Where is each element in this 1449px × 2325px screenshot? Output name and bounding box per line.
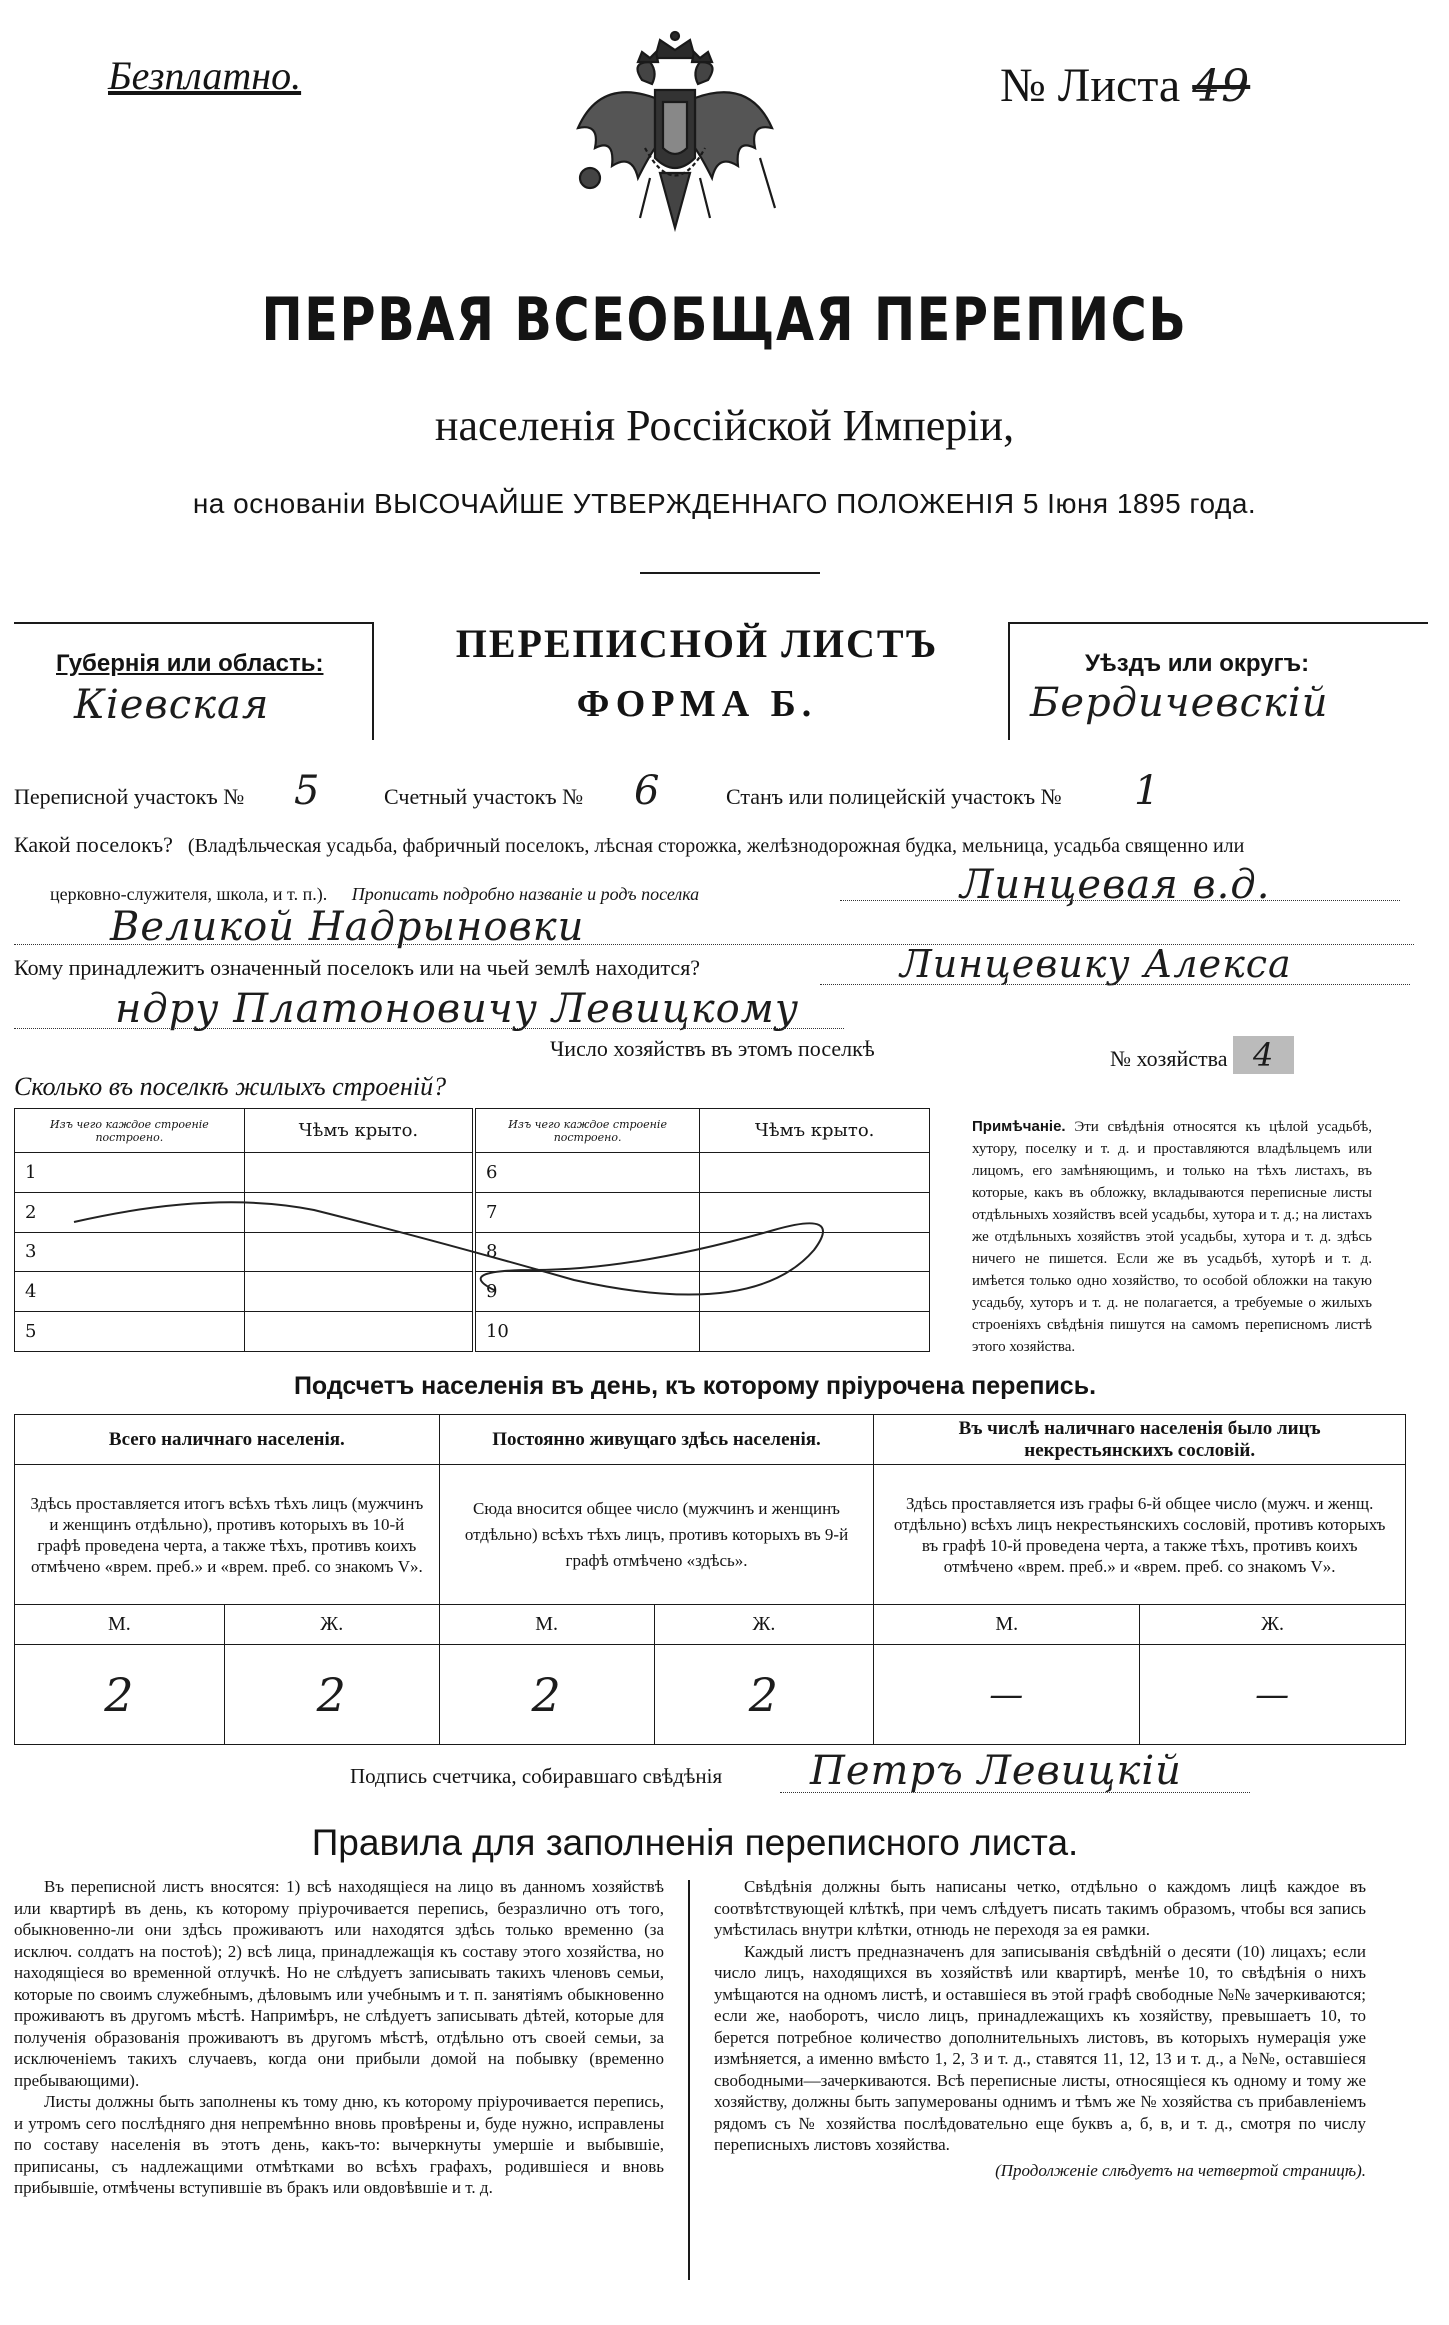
owner-label: Кому принадлежитъ означенный поселокъ или на чьей землѣ находится? (14, 955, 701, 980)
row-num: 10 (474, 1312, 700, 1352)
census-district-value: 5 (294, 768, 321, 814)
stan-value: 1 (1134, 768, 1161, 814)
sheet-number-label: № Листа (1000, 59, 1181, 112)
census-district-label: Переписной участокъ № (14, 784, 245, 809)
row-num: 9 (474, 1272, 700, 1312)
pop-col2-m-label: М. (439, 1605, 654, 1645)
sheet-number-value: 49 (1192, 61, 1251, 112)
rules-left-column (14, 1876, 664, 2199)
pop-col3-f-label: Ж. (1140, 1605, 1406, 1645)
col-material-left: Изъ чего каждое строеніе построено. (15, 1109, 245, 1153)
owner-line-2 (14, 1028, 844, 1029)
pop-col2-f-value: 2 (654, 1645, 874, 1745)
owner-value: Линцевику Алекса (900, 942, 1292, 986)
household-no (1110, 1036, 1294, 1074)
pop-col1-f-value: 2 (224, 1645, 439, 1745)
row-num: 7 (474, 1192, 700, 1232)
header-divider (640, 572, 820, 574)
col-roof-right: Чѣмъ крыто. (700, 1109, 930, 1153)
pop-col1-title: Всего наличнаго населенія. (15, 1415, 440, 1465)
pop-col3-title: Въ числѣ наличнаго населенія было лицъ некрестьянскихъ сословій. (874, 1415, 1406, 1465)
rules-title: Правила для заполненія переписного листа. (311, 1822, 1079, 1863)
settlement-line (840, 900, 1400, 901)
form-name: ФОРМА Б. (576, 683, 818, 725)
signature-value: Петръ Левицкій (810, 1748, 1182, 1794)
pop-col3-desc: Здѣсь проставляется изъ графы 6-й общее число (мужч. и женщ. отдѣльно) всѣхъ лицъ некрестьянскихъ сословій, противъ которыхъ въ графѣ 10-й проведена черта, а также тѣхъ, противъ коихъ отмѣчено «врем. преб.» и «врем. преб. со знакомъ V». (874, 1465, 1406, 1605)
form-title: ПЕРЕПИСНОЙ ЛИСТЪ (455, 621, 939, 666)
pop-col1-desc: Здѣсь проставляется итогъ всѣхъ тѣхъ лицъ (мужчинъ и женщинъ отдѣльно), противъ которыхъ въ 10-й графѣ проведена черта, а также тѣхъ, противъ коихъ отмѣчено «врем. преб.» и «врем. преб. со знакомъ V». (15, 1465, 440, 1605)
district-row (14, 768, 1434, 814)
households-label: Число хозяйствъ въ этомъ поселкѣ (550, 1036, 875, 1061)
gubernia-value: Кіевская (74, 682, 270, 728)
basis-text: на основаніи ВЫСОЧАЙШЕ УТВЕРЖДЕННАГО ПОЛОЖЕНІЯ 5 Іюня 1895 года. (192, 488, 1257, 519)
row-num: 8 (474, 1232, 700, 1272)
rules-left-p2: Листы должны быть заполнены къ тому дню, къ которому пріурочивается перепись, и утромъ сего послѣдняго дня непремѣнно вновь провѣрены и, буде нужно, исправлены по составу населенія въ этотъ день, какъ-то: вычеркнуты умершіе и выбывшіе, приписаны, съ надлежащими отмѣтками во всѣхъ графахъ, родившіеся и вновь прибывшіе, отмѣчены вступившіе въ бракъ или овдовѣвшіе и т. д. (14, 2092, 664, 2197)
col-roof-left: Чѣмъ крыто. (244, 1109, 474, 1153)
cross-out-stroke (14, 1150, 930, 1350)
pop-col3-m-label: М. (874, 1605, 1140, 1645)
stan-label: Станъ или полицейскій участокъ № (726, 784, 1062, 809)
row-num: 5 (15, 1312, 245, 1352)
pop-col2-m-value: 2 (439, 1645, 654, 1745)
note-label: Примѣчаніе. (972, 1118, 1066, 1135)
settlement-value: Линцевая в.д. (960, 862, 1271, 908)
page-title: ПЕРВАЯ ВСЕОБЩАЯ ПЕРЕПИСЬ (261, 285, 1188, 355)
household-no-label: № хозяйства (1110, 1046, 1228, 1071)
pop-col2-f-label: Ж. (654, 1605, 874, 1645)
rules-right-p1: Свѣдѣнія должны быть написаны четко, отдѣльно о каждомъ лицѣ каждое въ соотвѣтствующей клѣткѣ, при чемъ слѣдуетъ писать такимъ образомъ, чтобы вся запись умѣстилась внутри клѣтки, отнюдь не переходя за ея рамки. (714, 1877, 1366, 1939)
rules-right-column (714, 1876, 1366, 2181)
pop-col3-f-value: — (1140, 1645, 1406, 1745)
gubernia-label: Губернія или область: (56, 650, 324, 677)
settlement-hint-row: церковно-служителя, школа, и т. п.). Прописать подробно названіе и родъ поселка (50, 884, 700, 904)
owner-line (820, 984, 1410, 985)
free-label: Безплатно. (108, 53, 302, 98)
row-num: 2 (15, 1192, 245, 1232)
pop-col2-desc: Сюда вносится общее число (мужчинъ и женщинъ отдѣльно) всѣхъ тѣхъ лицъ, противъ которыхъ въ 9-й графѣ отмѣчено «здѣсь». (439, 1465, 874, 1605)
buildings-label: Сколько въ поселкѣ жилыхъ строеній? (14, 1072, 447, 1101)
gubernia-box (14, 622, 374, 740)
double-headed-eagle-icon (560, 28, 790, 258)
count-district-label: Счетный участокъ № (384, 784, 584, 809)
uezd-value: Бердичевскій (1030, 680, 1329, 726)
rules-continued: (Продолженіе слѣдуетъ на четвертой страницѣ). (995, 2160, 1366, 2180)
row-num: 4 (15, 1272, 245, 1312)
rules-right-p2: Каждый листъ предназначенъ для записыванія свѣдѣній о десяти (10) лицахъ; если число лицъ, находящихся въ хозяйствѣ или квартирѣ, менѣе 10, то свѣдѣнія о нихъ умѣщаются на одномъ листѣ, и оставшіеся въ этой графѣ свободные №№ зачеркиваются; если же, наоборотъ, число лицъ, принадлежащихъ къ хозяйству, превышаетъ 10, то берется потребное количество дополнительныхъ листовъ, въ которыхъ нумерація уже измѣняется, а именно вмѣсто 1, 2, 3 и т. д., ставятся 11, 12, 13 и т. д., а №№, оставшіеся свободными—зачеркиваются. Всѣ переписные листы, относящіеся къ одному и тому же хозяйству, должны быть запумерованы однимъ и тѣмъ же № хозяйства съ прибавленіемъ рядомъ съ № хозяйства послѣдовательно еще буквъ а, б, в, и т. д., смотря по числу переписныхъ листовъ хозяйства. (714, 1941, 1366, 2154)
rules-left-p1: Въ переписной листъ вносятся: 1) всѣ находящіеся на лицо въ данномъ хозяйствѣ или квартирѣ въ день, къ которому пріурочивается перепись, безразлично отъ того, обыкновенно-ли они здѣсь проживаютъ или находятся здѣсь только временно (за исключ. солдатъ на постоѣ); 2) всѣ лица, принадлежащія къ составу этого хозяйства, но находящіеся во временной отлучкѣ. Но не слѣдуетъ записывать такихъ членовъ семьи, которые по своимъ служебнымъ, дѣловымъ или учебнымъ и т. п. занятіямъ обыкновенно проживаютъ въ другомъ мѣстѣ. Напримѣръ, не слѣдуетъ записывать дѣтей, которые для полученія образованія проживаютъ въ другомъ мѣстѣ, отдѣльно отъ своей семьи, за исключеніемъ такихъ случаевъ, когда они прибыли домой на побывку (временно пребывающими). (14, 1877, 664, 2090)
uezd-box (1008, 622, 1428, 740)
settlement-hint: (Владѣльческая усадьба, фабричный поселокъ, лѣсная сторожка, желѣзнодорожная будка, мельница, усадьба священно или (187, 835, 1245, 857)
pop-col1-m-value: 2 (15, 1645, 225, 1745)
row-num: 6 (474, 1153, 700, 1193)
row-num: 3 (15, 1232, 245, 1272)
population-table (14, 1414, 1406, 1745)
population-heading: Подсчетъ населенія въ день, къ которому пріурочена перепись. (293, 1372, 1097, 1400)
row-num: 1 (15, 1153, 245, 1193)
household-no-value: 4 (1233, 1036, 1294, 1074)
pop-col3-m-value: — (874, 1645, 1140, 1745)
pop-col2-title: Постоянно живущаго здѣсь населенія. (439, 1415, 874, 1465)
signature-label: Подпись счетчика, собиравшаго свѣдѣнія (350, 1764, 723, 1788)
uezd-label: Уѣздъ или округъ: (1085, 650, 1310, 677)
column-divider (688, 1880, 690, 2280)
settlement-label: Какой поселокъ? (Владѣльческая усадьба, фабричный поселокъ, лѣсная сторожка, желѣзнодорожная будка, мельница, усадьба священно или (14, 832, 1245, 857)
pop-col1-f-label: Ж. (224, 1605, 439, 1645)
note-block (972, 1116, 1372, 1358)
owner-value-2: ндру Платоновичу Левицкому (115, 986, 800, 1032)
col-material-right: Изъ чего каждое строеніе построено. (474, 1109, 700, 1153)
signature-line (780, 1792, 1250, 1793)
count-district-value: 6 (634, 768, 661, 814)
sheet-number (1000, 58, 1250, 113)
page-subtitle: населенія Россійской Имперіи, (434, 401, 1015, 450)
pop-col1-m-label: М. (15, 1605, 225, 1645)
settlement-value-2: Великой Надрыновки (110, 904, 585, 950)
settlement-hint3: Прописать подробно названіе и родъ поселка (351, 884, 700, 904)
note-text: Эти свѣдѣнія относятся къ цѣлой усадьбѣ, хутору, поселку и т. д. и проставляются владѣльцемъ или лицомъ, его замѣняющимъ, и только на тѣхъ листахъ, въ которые, какъ въ обложку, вкладываются переписные листы отдѣльныхъ хозяйствъ всей усадьбы, хутора и т. д.; на листахъ же отдѣльныхъ хозяйствъ этой усадьбы, хутора и т. д. здѣсь ничего не пишется. Если же въ усадьбѣ, хуторѣ и т. д. имѣется только одно хозяйство, то особой обложки на такую усадьбу, хуторъ и т. д. не полагается, а требуемые о жилыхъ строеніяхъ свѣдѣнія пишутся на самомъ переписномъ листѣ этого хозяйства. (972, 1119, 1373, 1355)
